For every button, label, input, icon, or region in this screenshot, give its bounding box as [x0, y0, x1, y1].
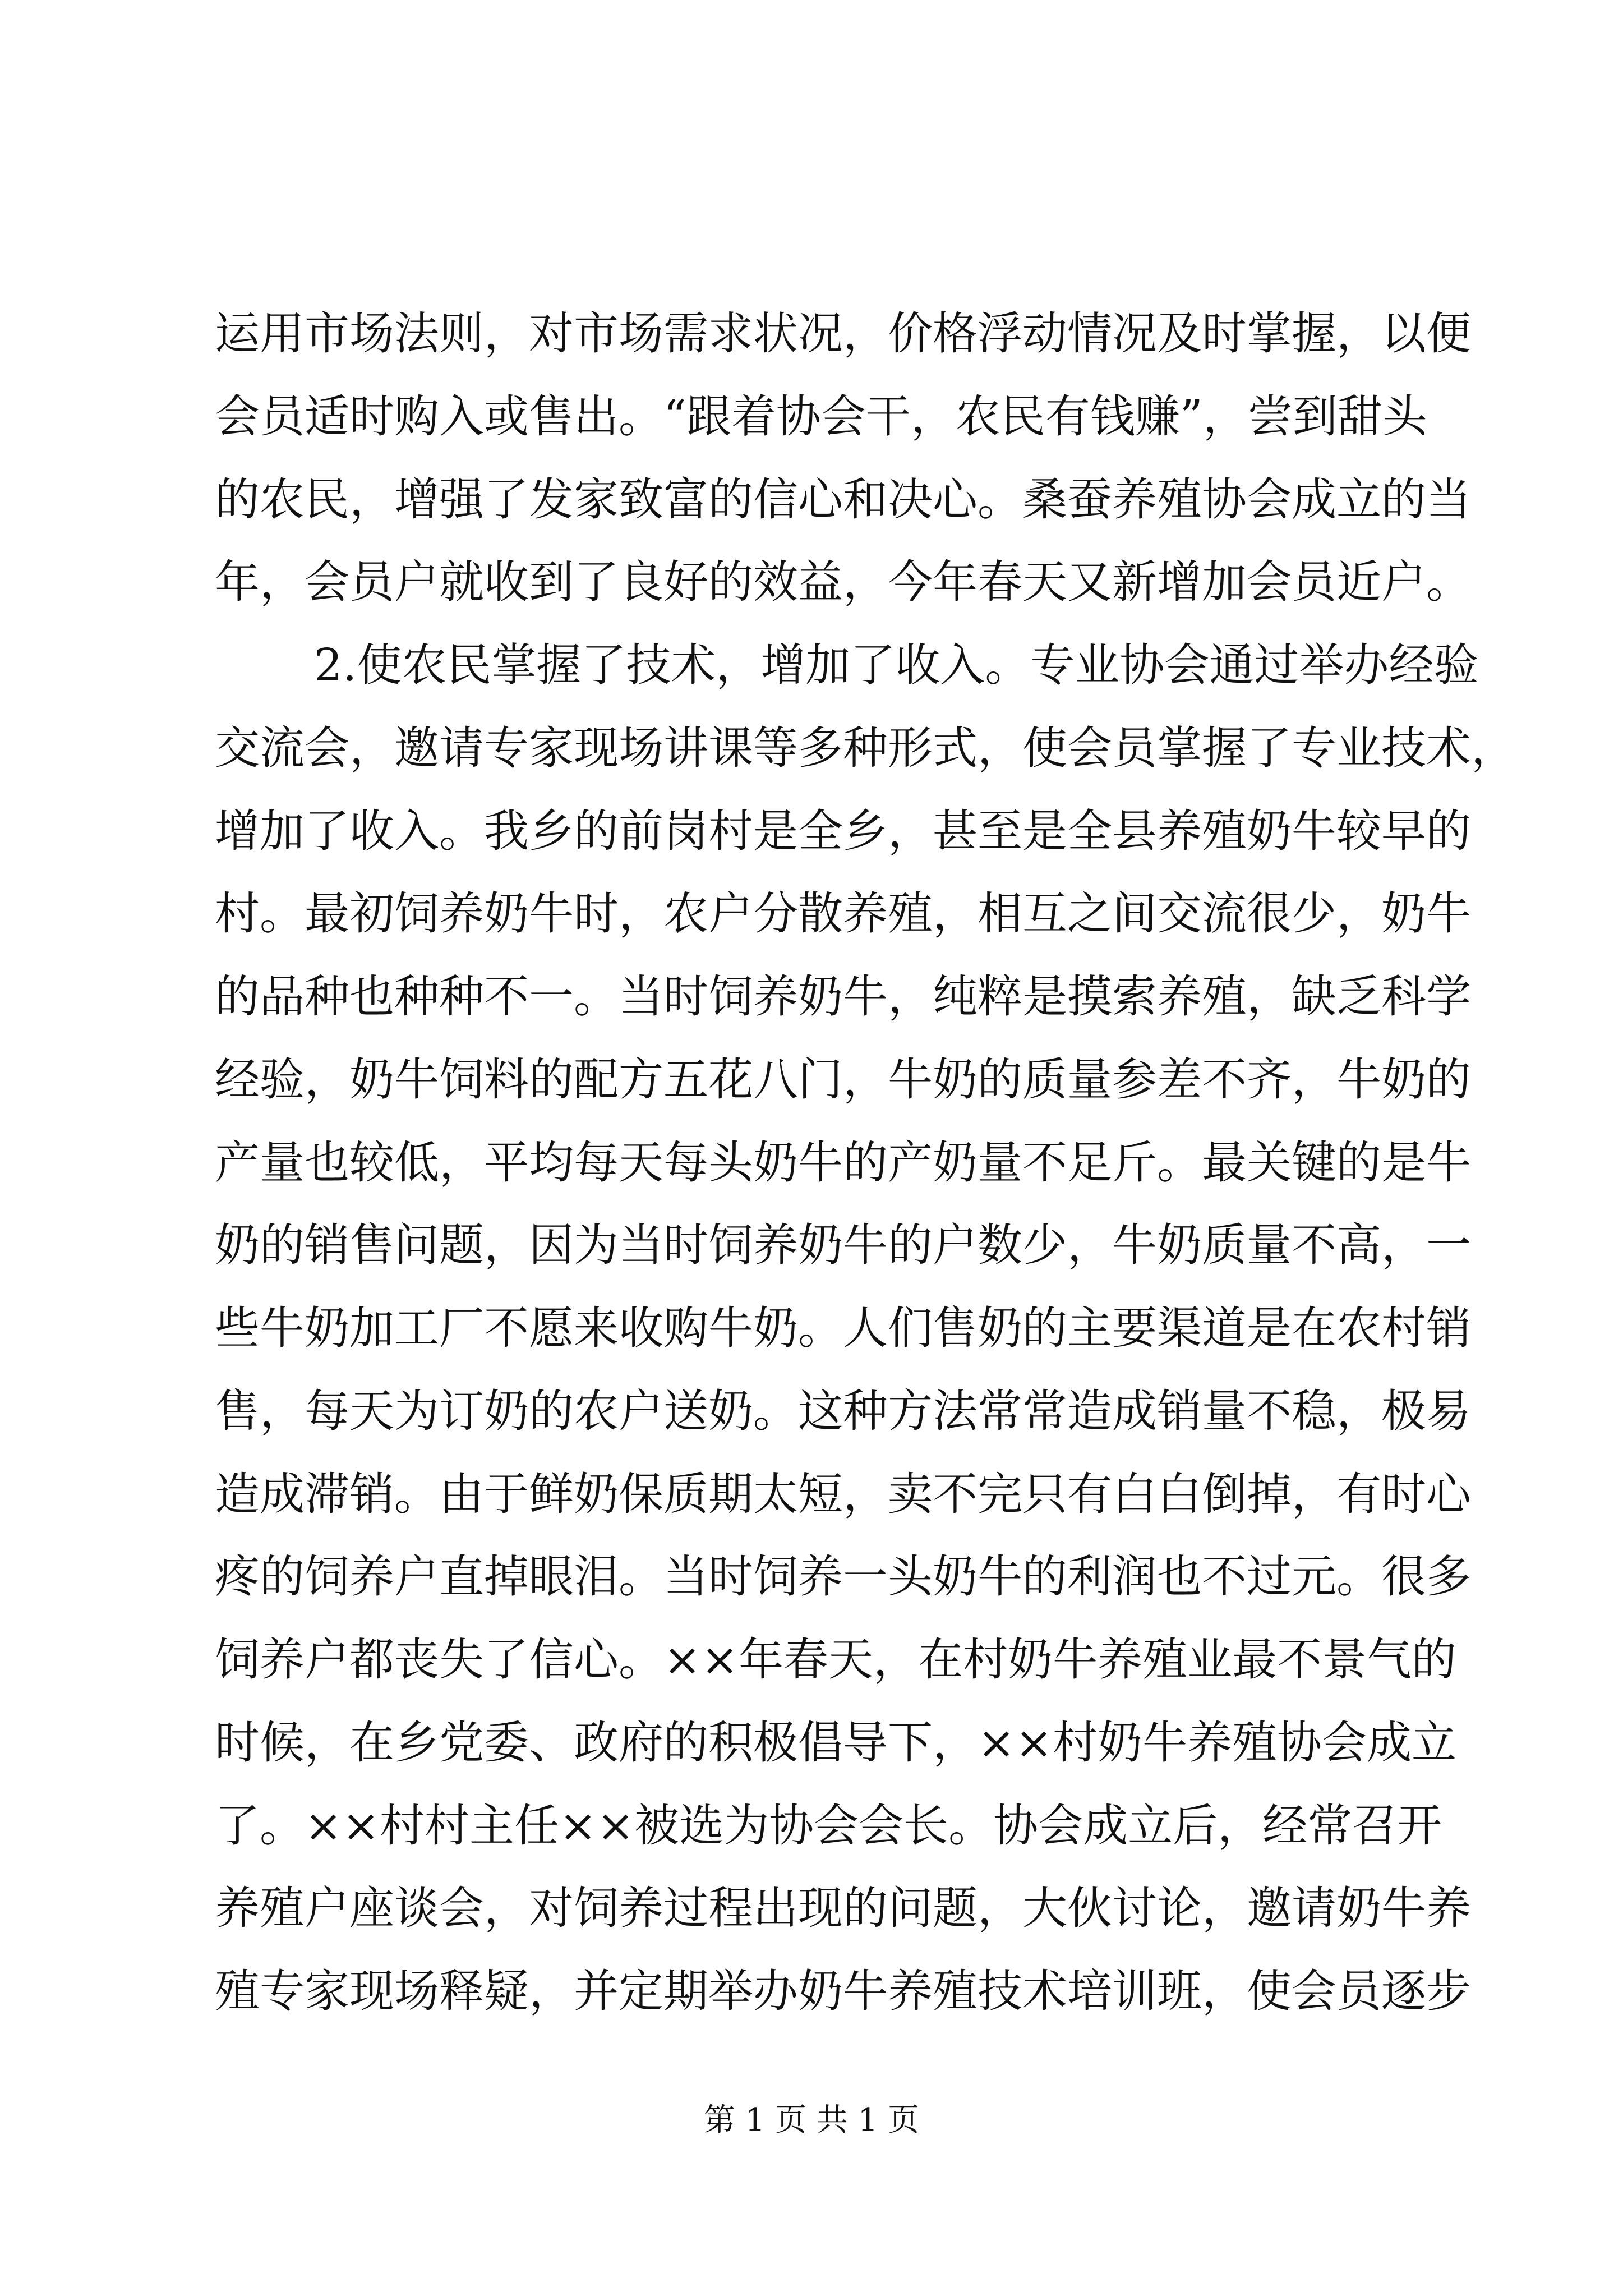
text-line: 交流会，邀请专家现场讲课等多种形式，使会员掌握了专业技术，: [215, 722, 1516, 774]
text-line: 的品种也种种不一。当时饲养奶牛，纯粹是摸索养殖，缺乏科学: [215, 970, 1471, 1023]
text-line: 会员适时购入或售出。“跟着协会干，农民有钱赚”，尝到甜头: [215, 390, 1427, 443]
text-line: 殖专家现场释疑，并定期举办奶牛养殖技术培训班，使会员逐步: [215, 1965, 1471, 2017]
text-line: 年，会员户就收到了良好的效益，今年春天又新增加会员近户。: [215, 556, 1471, 608]
text-line: 了。××村村主任××被选为协会会长。协会成立后，经常召开: [215, 1800, 1442, 1852]
text-line: 村。最初饲养奶牛时，农户分散养殖，相互之间交流很少，奶牛: [215, 887, 1471, 940]
text-line: 些牛奶加工厂不愿来收购牛奶。人们售奶的主要渠道是在农村销: [215, 1302, 1471, 1354]
page-number-footer: 第 1 页 共 1 页: [703, 2102, 920, 2138]
text-line: 经验，奶牛饲料的配方五花八门，牛奶的质量参差不齐，牛奶的: [215, 1053, 1471, 1106]
text-line: 养殖户座谈会，对饲养过程出现的问题，大伙讨论，邀请奶牛养: [215, 1882, 1471, 1934]
text-line: 时候，在乡党委、政府的积极倡导下，××村奶牛养殖协会成立: [215, 1717, 1457, 1769]
text-line: 产量也较低，平均每天每头奶牛的产奶量不足斤。最关键的是牛: [215, 1137, 1471, 1189]
text-line: 奶的销售问题，因为当时饲养奶牛的户数少，牛奶质量不高，一: [215, 1219, 1471, 1271]
text-line: 饲养户都丧失了信心。××年春天，在村奶牛养殖业最不景气的: [215, 1634, 1457, 1686]
text-line: 的农民，增强了发家致富的信心和决心。桑蚕养殖协会成立的当: [215, 473, 1471, 526]
paragraph-first-line: 2.使农民掌握了技术，增加了收入。专业协会通过举办经验: [314, 639, 1479, 691]
text-line: 售，每天为订奶的农户送奶。这种方法常常造成销量不稳，极易: [215, 1385, 1471, 1437]
text-line: 造成滞销。由于鲜奶保质期太短，卖不完只有白白倒掉，有时心: [215, 1468, 1471, 1520]
text-line: 运用市场法则，对市场需求状况，价格浮动情况及时掌握，以便: [215, 307, 1471, 360]
text-line: 增加了收入。我乡的前岗村是全乡，甚至是全县养殖奶牛较早的: [215, 805, 1471, 857]
text-line: 疼的饲养户直掉眼泪。当时饲养一头奶牛的利润也不过元。很多: [215, 1550, 1471, 1603]
